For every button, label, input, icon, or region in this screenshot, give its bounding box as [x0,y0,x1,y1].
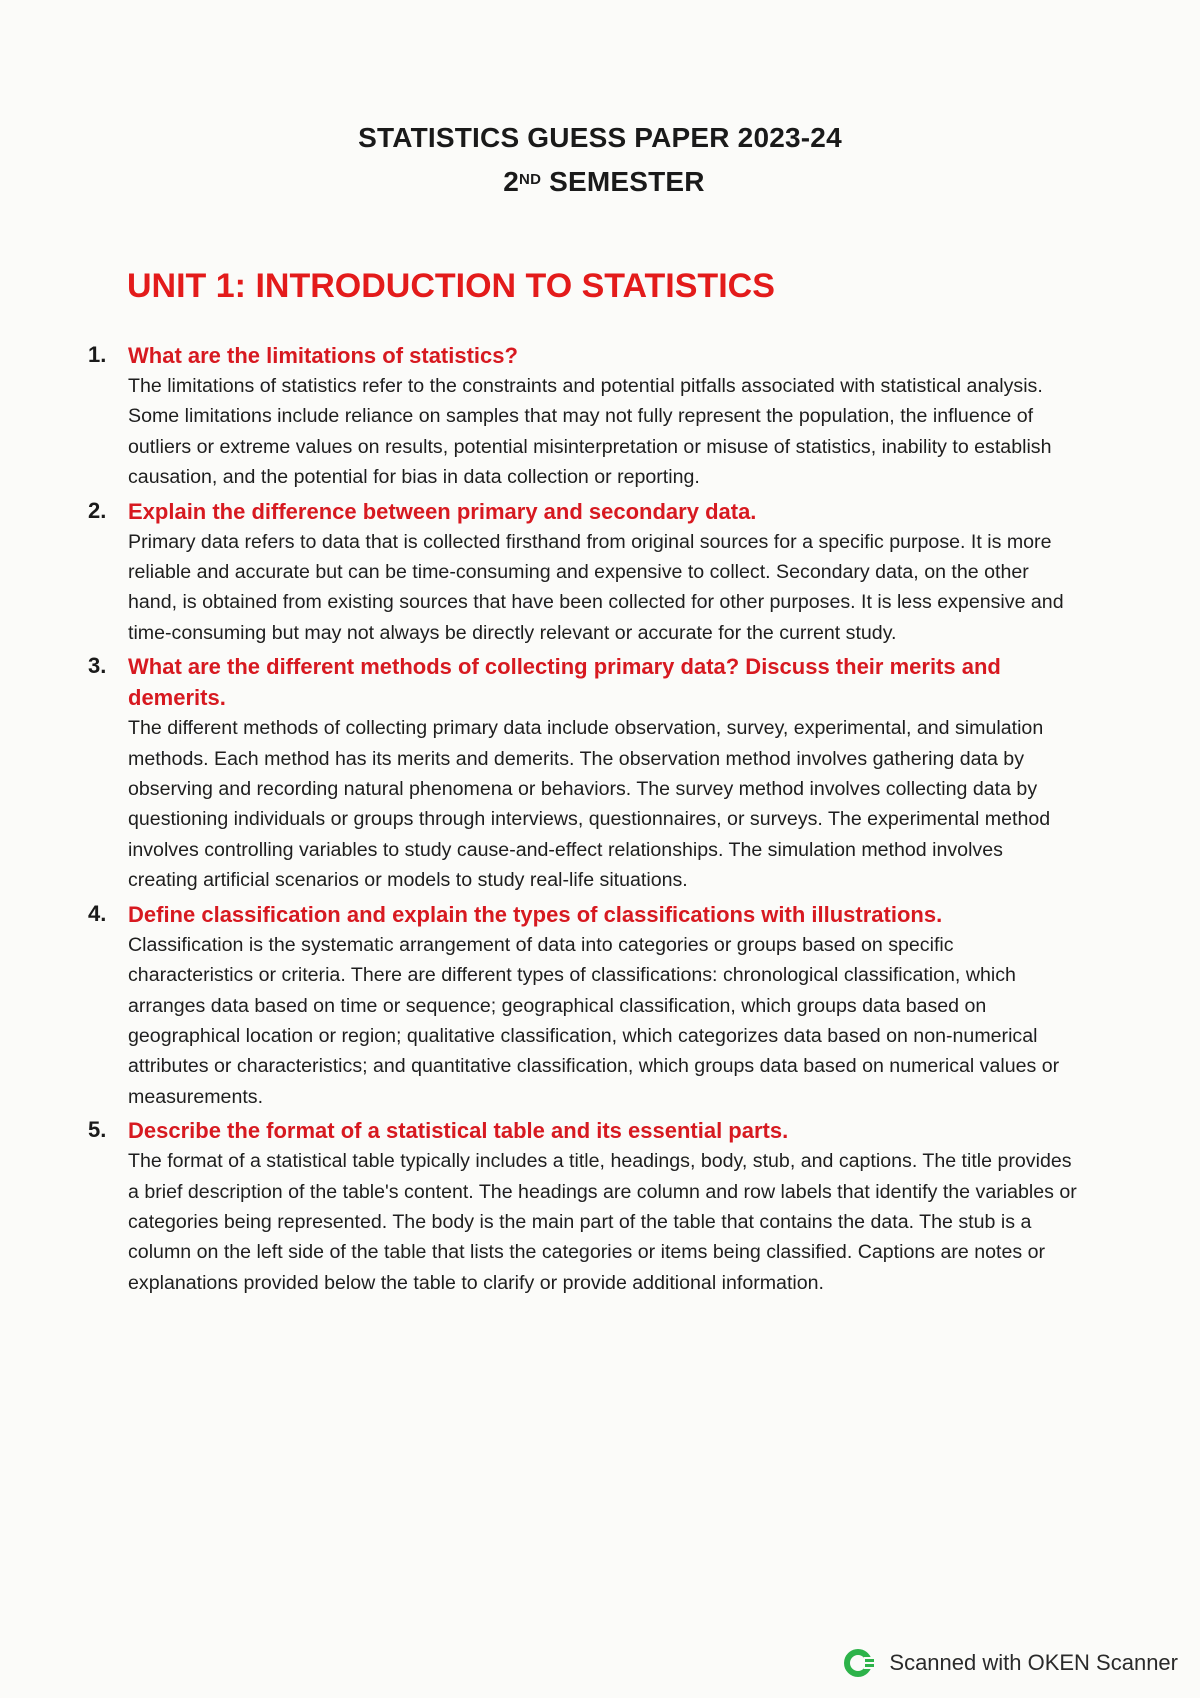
title-line-1: STATISTICS GUESS PAPER 2023-24 [358,122,842,153]
document-title [0,116,1200,204]
question-text: What are the limitations of statistics? [128,343,518,368]
question-text: Describe the format of a statistical table and its essential parts. [128,1118,789,1144]
question-item [88,651,1078,895]
question-number: 1. [88,342,107,367]
question-number: 4. [88,900,107,926]
question-item [88,1115,1078,1298]
question-text: What are the different methods of collecting primary data? Discuss their merits and demerits. [128,654,1001,711]
scanner-text: Scanned with OKEN Scanner [889,1650,1178,1675]
question-number: 2. [88,497,107,523]
question-item [88,899,1078,1112]
question-item [88,340,1078,493]
semester-ordinal-suffix: ND [519,171,542,188]
question-number: 3. [88,653,107,679]
question-text: Define classification and explain the types of classifications with illustrations. [128,901,943,927]
scanner-watermark [843,1646,1178,1680]
question-text: Explain the difference between primary and secondary data. [128,498,757,524]
unit-heading: UNIT 1: INTRODUCTION TO STATISTICS [127,267,775,305]
answer-text: Classification is the systematic arrangement of data into categories or groups based on specific characteristics or criteria. There are different types of classifications: chronological classification, which arranges data based on time or sequence; geographical classification, which groups data based on geographical location or region; qualitative classification, which categorizes data based on non-numerical attributes or characteristics; and quantitative classification, which groups data based on numerical values or measurements. [128,933,1060,1108]
semester-number: 2 [503,166,520,197]
answer-text: The limitations of statistics refer to the constraints and potential pitfalls associated with statistical analysis. Some limitations include reliance on samples that may not fully represent the population, the influence of outliers or extreme values on results, potential misinterpretation or misuse of statistics, inability to establish causation, and the potential for bias in data collection or reporting. [128,375,1052,489]
semester-label: SEMESTER [541,166,705,197]
question-item [88,496,1078,649]
oken-scanner-logo-icon [843,1646,877,1680]
question-list [88,340,1078,1301]
answer-text: Primary data refers to data that is collected firsthand from original sources for a specific purpose. It is more reliable and accurate but can be time-consuming and expensive to collect. Secondary data, on the other hand, is obtained from existing sources that have been collected for other purposes. It is less expensive and time-consuming but may not always be directly relevant or accurate for the current study. [128,530,1064,644]
answer-text: The format of a statistical table typically includes a title, headings, body, stub, and captions. The title provides a brief description of the table's content. The headings are column and row labels that identify the variables or categories being represented. The body is the main part of the table that contains the data. The stub is a column on the left side of the table that lists the categories or items being classified. Captions are notes or explanations provided below the table to clarify or provide additional information. [128,1150,1077,1294]
answer-text: The different methods of collecting primary data include observation, survey, experimental, and simulation methods. Each method has its merits and demerits. The observation method involves gathering data by observing and recording natural phenomena or behaviors. The survey method involves collecting data by questioning individuals or groups through interviews, questionnaires, or surveys. The experimental method involves controlling variables to study cause-and-effect relationships. The simulation method involves creating artificial scenarios or models to study real-life situations. [128,717,1051,892]
question-number: 5. [88,1117,107,1143]
title-line-2 [0,160,1200,204]
